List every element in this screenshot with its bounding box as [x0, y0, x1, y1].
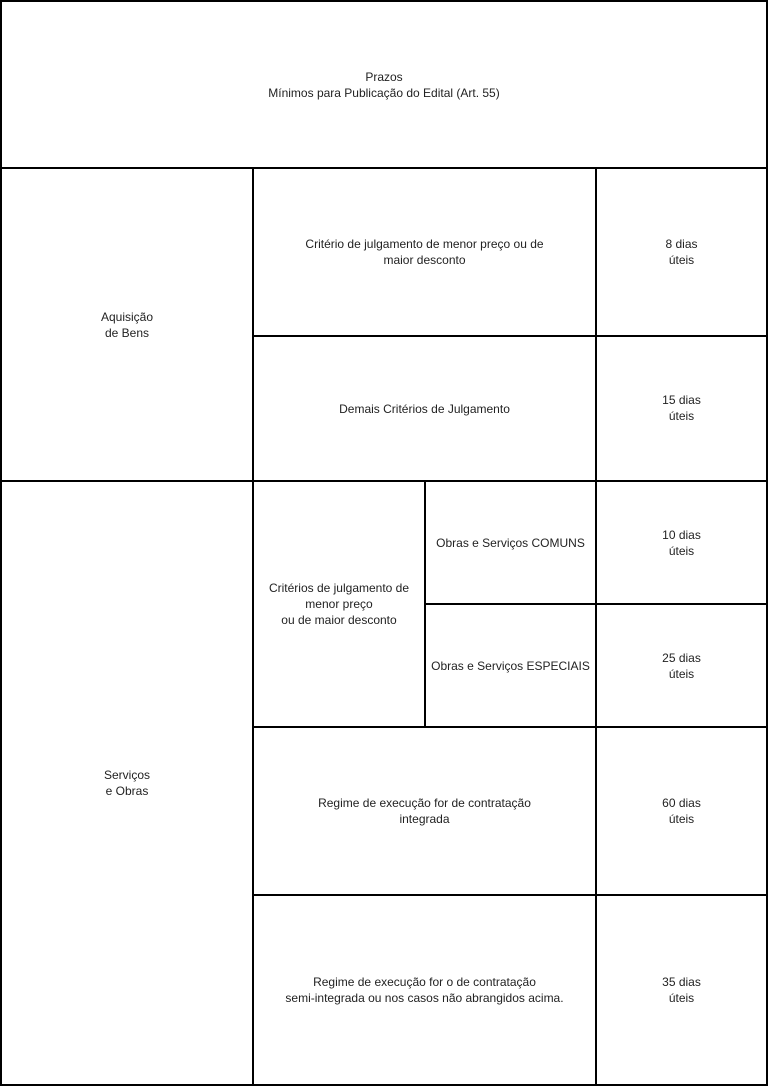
servicos-label: Serviços e Obras: [103, 768, 150, 798]
servicos-regime-cell-2: [254, 896, 595, 1084]
servicos-prazo-1: 10 dias úteis: [662, 528, 701, 558]
servicos-prazo-2: 25 dias úteis: [662, 651, 701, 681]
aquisicao-label: Aquisição de Bens: [100, 309, 154, 340]
aquisicao-prazo-1: 8 dias úteis: [665, 237, 698, 267]
servicos-regime-cell-1: [254, 728, 595, 894]
aquisicao-criterio-cell-2: [254, 337, 595, 480]
aquisicao-criterio-1: Critério de julgamento de menor preço ou de maior desconto: [305, 237, 544, 267]
servicos-prazo-cell-2: [597, 605, 766, 726]
servicos-regime-2: Regime de execução for o de contratação semi-integrada ou nos casos não abrangidos acima.: [285, 975, 564, 1005]
aquisicao-prazo-2: 15 dias úteis: [662, 393, 701, 423]
servicos-regime-prazo-2: 35 dias úteis: [662, 975, 701, 1005]
servicos-tipo-cell-2: [426, 605, 595, 726]
servicos-criterio-cell: [254, 482, 424, 726]
aquisicao-criterio-cell-1: [254, 169, 595, 335]
header-cell: [2, 2, 766, 167]
aquisicao-prazo-cell-1: [597, 169, 766, 335]
aquisicao-label-cell: [2, 169, 252, 480]
servicos-regime-1: Regime de execução for de contratação integrada: [318, 796, 531, 826]
page-title: Prazos Mínimos para Publicação do Edital (Art. 55): [268, 69, 500, 100]
servicos-tipo-1: Obras e Serviços COMUNS: [436, 535, 585, 550]
servicos-criterio: Critérios de julgamento de menor preço ou de maior desconto: [268, 581, 410, 627]
aquisicao-criterio-2: Demais Critérios de Julgamento: [339, 401, 510, 416]
servicos-tipo-2: Obras e Serviços ESPECIAIS: [431, 658, 590, 673]
servicos-regime-prazo-1: 60 dias úteis: [662, 796, 701, 826]
servicos-tipo-cell-1: [426, 482, 595, 603]
servicos-regime-prazo-cell-1: [597, 728, 766, 894]
servicos-regime-prazo-cell-2: [597, 896, 766, 1084]
aquisicao-prazo-cell-2: [597, 337, 766, 480]
servicos-prazo-cell-1: [597, 482, 766, 603]
servicos-label-cell: [2, 482, 252, 1084]
